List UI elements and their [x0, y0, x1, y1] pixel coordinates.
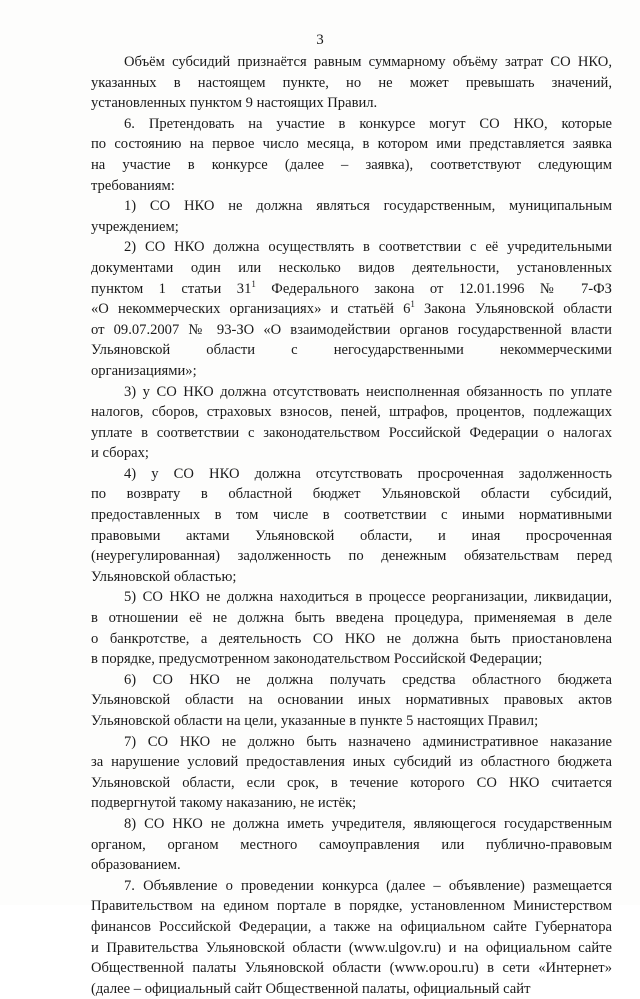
paragraph — [91, 52, 612, 114]
text-line: по возврату в областной бюджет Ульяновской области субсидий, — [91, 486, 612, 503]
text-line: и Правительства Ульяновской области (www.ulgov.ru) и на официальном сайте — [91, 939, 612, 956]
text-line: «О некоммерческих организациях» и статьёй $6^1$ Закона Ульяновской области — [91, 299, 613, 318]
paragraph — [91, 587, 612, 669]
text-line: 2) СО НКО должна осуществлять в соответствии с её учредительными — [124, 239, 612, 256]
text-line: 8) СО НКО не должна иметь учредителя, являющегося государственным — [124, 815, 612, 832]
document-body — [91, 52, 612, 999]
text-line: 7) СО НКО не должно быть назначено административное наказание — [124, 733, 612, 750]
text-line: налогов, сборов, страховых взносов, пеней, штрафов, процентов, подлежащих — [91, 404, 612, 421]
page-number: 3 — [316, 32, 324, 48]
text-line: по состоянию на первое число месяца, в котором ими представляется заявка — [91, 136, 612, 153]
text-line: 7. Объявление о проведении конкурса (далее – объявление) размещается — [124, 877, 612, 894]
paragraph — [91, 237, 612, 381]
text-line: установленных пунктом 9 настоящих Правил. — [91, 95, 378, 112]
text-line: предоставленных в том числе в соответствии с иными нормативными — [91, 507, 612, 524]
text-line: Ульяновской области с негосударственными некоммерческими — [91, 342, 612, 359]
paragraph — [91, 114, 612, 196]
text-line: Ульяновской областью; — [91, 568, 237, 585]
text-line: 6) СО НКО не должна получать средства областного бюджета — [124, 671, 612, 688]
text-line: Правительством на едином портале в порядке, установленном Министерством — [91, 898, 612, 915]
text-line: 1) СО НКО не должна являться государственным, муниципальным — [124, 198, 612, 215]
text-line: Ульяновской области на основании иных нормативных правовых актов — [91, 692, 612, 709]
text-line: образованием. — [91, 857, 181, 874]
paragraph — [91, 732, 612, 814]
text-line: Ульяновской области, если срок, в течение которого СО НКО считается — [91, 774, 612, 791]
paragraph — [91, 196, 612, 237]
text-line: требованиям: — [91, 177, 175, 194]
text-line: Ульяновской области на цели, указанные в пункте 5 настоящих Правил; — [91, 713, 539, 729]
text-line: финансов Российской Федерации, а также на официальном сайте Губернатора — [91, 918, 612, 935]
text-line: в отношении её не должна быть введена процедура, применяемая в деле — [91, 610, 612, 627]
text-line: (далее – официальный сайт Общественной палаты, официальный сайт — [91, 980, 531, 997]
text-line: 6. Претендовать на участие в конкурсе могут СО НКО, которые — [124, 115, 612, 132]
text-line: 3) у СО НКО должна отсутствовать неисполненная обязанность по уплате — [124, 383, 612, 400]
paragraph — [91, 382, 612, 464]
text-line: пунктом 1 статьи $31^1$ Федерального закона от 12.01.1996 № 7-ФЗ — [91, 278, 612, 297]
text-line: учреждением; — [91, 218, 179, 235]
text-line: 4) у СО НКО должна отсутствовать просроченная задолженность — [124, 465, 612, 482]
paragraph — [91, 876, 612, 999]
text-line: о банкротстве, а деятельность СО НКО не должна быть приостановлена — [91, 630, 612, 647]
text-line: Общественной палаты Ульяновской области (www.opou.ru) в сети «Интернет» — [91, 960, 612, 977]
paragraph — [91, 670, 612, 732]
text-line: Объём субсидий признаётся равным суммарному объёму затрат СО НКО, — [124, 54, 612, 70]
text-line: указанных в настоящем пункте, но не может превышать значений, — [91, 74, 612, 91]
text-line: за нарушение условий предоставления иных субсидий из областного бюджета — [91, 754, 612, 771]
paragraph — [91, 814, 612, 876]
text-line: в порядке, предусмотренном законодательством Российской Федерации; — [91, 651, 543, 668]
paragraph — [91, 464, 612, 588]
text-line: уплате в соответствии с законодательством Российской Федерации о налогах — [91, 424, 612, 441]
text-line: правовыми актами Ульяновской области, и иная просроченная — [91, 527, 612, 544]
text-line: и сборах; — [91, 445, 149, 462]
text-line: (неурегулированная) задолженность по денежным обязательствам перед — [91, 548, 612, 565]
text-line: от 09.07.2007 № 93-ЗО «О взаимодействии органов государственной власти — [91, 321, 612, 338]
text-line: на участие в конкурсе (далее – заявка), соответствуют следующим — [91, 156, 612, 173]
text-line: 5) СО НКО не должна находиться в процессе реорганизации, ликвидации, — [124, 589, 612, 606]
text-line: документами один или несколько видов деятельности, установленных — [91, 259, 612, 276]
text-line: подвергнутой такому наказанию, не истёк; — [91, 795, 357, 812]
text-line: органом, органом местного самоуправления или публично-правовым — [91, 836, 612, 853]
text-line: организациями»; — [91, 362, 197, 379]
